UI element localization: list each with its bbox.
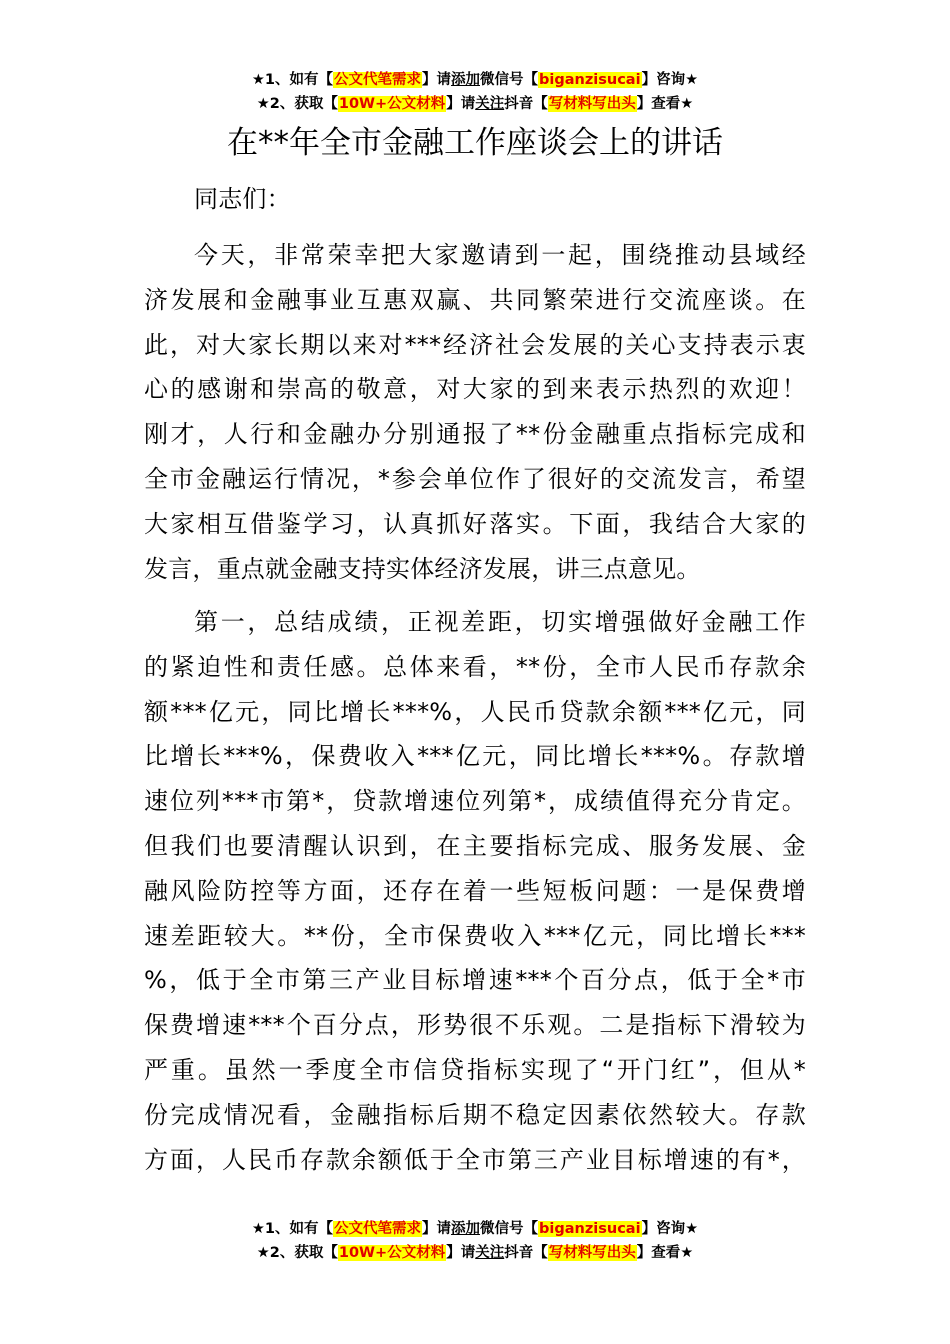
banner-line-2	[0, 1241, 950, 1265]
banner-text: 】请	[446, 96, 476, 112]
text-line: 比增长***%，保费收入***亿元，同比增长***%。存款增	[144, 742, 806, 771]
highlight-tag: 写材料写出头	[548, 96, 636, 112]
text-line: 保费增速***个百分点，形势很不乐观。二是指标下滑较为	[144, 1011, 806, 1040]
paragraph-2	[144, 600, 806, 1182]
highlight-tag: 10W+公文材料	[338, 1245, 446, 1261]
text-line: 济发展和金融事业互惠双赢、共同繁荣进行交流座谈。在	[144, 285, 806, 314]
footer-banner	[0, 1217, 950, 1265]
salutation: 同志们：	[194, 185, 291, 213]
banner-text: 】查看★	[636, 96, 694, 112]
text-line: 此，对大家长期以来对***经济社会发展的关心支持表示衷	[144, 330, 806, 359]
text-line: 今天，非常荣幸把大家邀请到一起，围绕推动县域经	[194, 241, 806, 269]
text-line: 份完成情况看，金融指标后期不稳定因素依然较大。存款	[144, 1100, 806, 1129]
banner-line-2	[0, 92, 950, 116]
banner-text: ★1、如有【	[251, 72, 334, 88]
banner-text: 】请	[446, 1245, 476, 1261]
paragraph-1	[144, 233, 806, 591]
banner-text: 微信号【	[480, 1221, 539, 1237]
highlight-tag: biganzisucai	[539, 1221, 641, 1237]
text-line: 融风险防控等方面，还存在着一些短板问题：一是保费增	[144, 876, 806, 905]
banner-text: 】请	[422, 72, 452, 88]
banner-line-1	[0, 1217, 950, 1241]
banner-text: 添加	[451, 1221, 481, 1237]
highlight-tag: 写材料写出头	[548, 1245, 636, 1261]
text-line: 刚才，人行和金融办分别通报了**份金融重点指标完成和	[144, 420, 806, 449]
header-banner	[0, 68, 950, 116]
highlight-tag: 公文代笔需求	[334, 72, 422, 88]
banner-line-1	[0, 68, 950, 92]
banner-text: 】咨询★	[641, 1221, 699, 1237]
banner-text: 添加	[451, 72, 481, 88]
banner-text: ★2、获取【	[256, 96, 338, 112]
text-line: 严重。虽然一季度全市信贷指标实现了“开门红”，但从*	[144, 1055, 806, 1084]
text-line: 大家相互借鉴学习，认真抓好落实。下面，我结合大家的	[144, 509, 806, 538]
banner-text: 抖音【	[504, 1245, 548, 1261]
text-line: 全市金融运行情况，*参会单位作了很好的交流发言，希望	[144, 464, 806, 493]
banner-text: 微信号【	[480, 72, 539, 88]
document-title: 在**年全市金融工作座谈会上的讲话	[227, 125, 723, 161]
text-line: 速位列***市第*，贷款增速位列第*，成绩值得充分肯定。	[144, 787, 806, 816]
highlight-tag: biganzisucai	[539, 72, 641, 88]
banner-text: 】查看★	[636, 1245, 694, 1261]
text-line: %，低于全市第三产业目标增速***个百分点，低于全*市	[144, 966, 806, 995]
text-line: 方面，人民币存款余额低于全市第三产业目标增速的有*，	[144, 1145, 806, 1174]
text-line: 发言，重点就金融支持实体经济发展，讲三点意见。	[144, 554, 701, 583]
highlight-tag: 公文代笔需求	[334, 1221, 422, 1237]
banner-text: ★1、如有【	[251, 1221, 334, 1237]
text-line: 但我们也要清醒认识到，在主要指标完成、服务发展、金	[144, 831, 806, 860]
text-line: 心的感谢和崇高的敬意，对大家的到来表示热烈的欢迎！	[144, 375, 806, 404]
banner-text: ★2、获取【	[256, 1245, 338, 1261]
banner-text: 关注	[475, 1245, 505, 1261]
text-line: 速差距较大。**份，全市保费收入***亿元，同比增长***	[144, 921, 806, 950]
text-line: 第一，总结成绩，正视差距，切实增强做好金融工作	[194, 608, 806, 636]
text-line: 的紧迫性和责任感。总体来看，**份，全市人民币存款余	[144, 652, 806, 681]
banner-text: 抖音【	[504, 96, 548, 112]
banner-text: 】咨询★	[641, 72, 699, 88]
highlight-tag: 10W+公文材料	[338, 96, 446, 112]
banner-text: 关注	[475, 96, 505, 112]
text-line: 额***亿元，同比增长***%，人民币贷款余额***亿元，同	[144, 697, 806, 726]
banner-text: 】请	[422, 1221, 452, 1237]
